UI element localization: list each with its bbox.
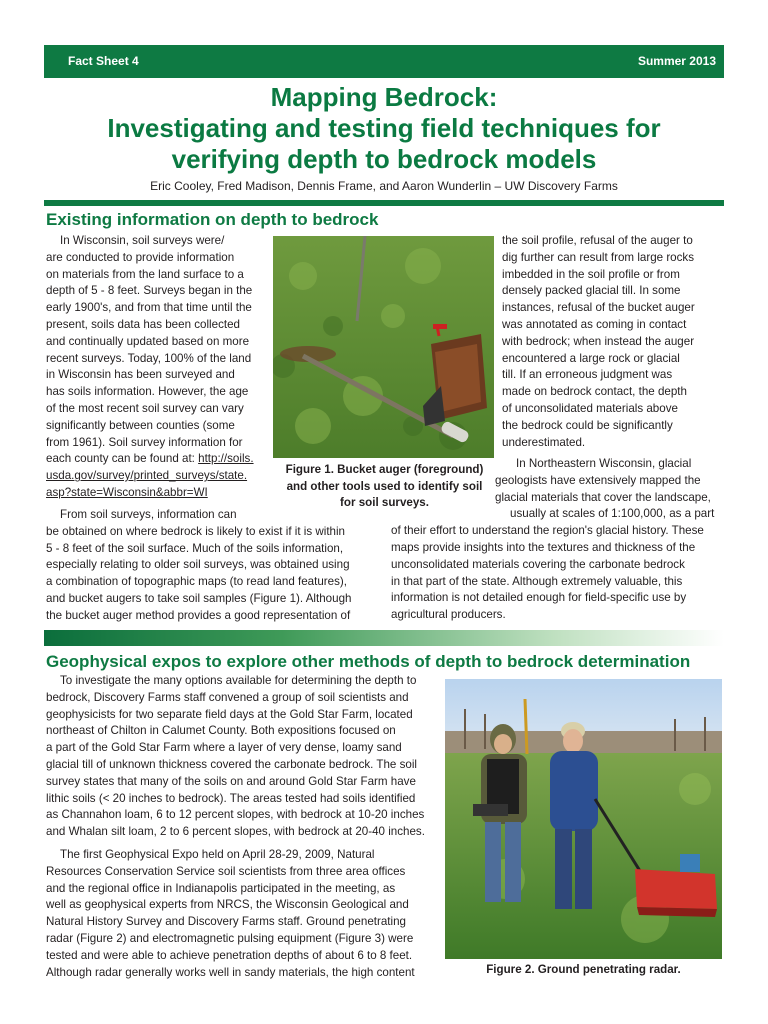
authors: Eric Cooley, Fred Madison, Dennis Frame, and Aaron Wunderlin – UW Discovery Farms: [150, 179, 618, 193]
soil-survey-link-cont-1[interactable]: usda.gov/survey/printed_surveys/state.: [46, 469, 248, 483]
section1-heading: Existing information on depth to bedrock: [46, 210, 379, 229]
title-rule: [44, 200, 724, 206]
figure2-photo: [445, 679, 722, 959]
figure1-photo: [273, 236, 494, 458]
title-line-2: Investigating and testing field techniques for: [107, 113, 661, 143]
section2-paragraph-1: To investigate the many options available for determining the depth to bedrock, Discovery Farms staff convened a group of soil scientists and geophysicists for two separate field days at the Gold Star Farm, located northeast of Chilton in Calumet County. Both expositions focused on a part of the Gold Star Farm where a layer of very dense, loamy sand glacial till of unknown thickness covered the carbonate bedrock. The soil survey states that many of the soils on and around Gold Star Farm have lithic soils (< 20 inches to bedrock). The areas tested had soils identified as Channahon loam, 6 to 12 percent slopes, with bedrock at 10-20 inches and Whalan silt loam, 2 to 6 percent slopes, with bedrock at 20-40 inches.: [46, 674, 425, 839]
ground-radar-image: [445, 679, 722, 959]
issue-date: Summer 2013: [637, 54, 716, 68]
section-divider: [44, 630, 724, 646]
bucket-auger-image: [273, 236, 494, 458]
left-paragraph: In Wisconsin, soil surveys were/ are conducted to provide information on materials from the land surface to a depth of 5 - 8 feet. Surveys began in the early 1900's, and from that time until the present, soils data has been collected and continually updated based on more recent surveys. Today, 100% of the land in Wisconsin has been surveyed and has soils information. However, the age of the most recent soil survey can vary significantly between counties (some from 1961). Soil survey information for each county can be found at: http://soils. usda.gov/survey/printed_surveys/state. asp?state=Wisconsin&abbr=WI: [46, 234, 254, 499]
section1-paragraph-2: From soil surveys, information can be obtained on where bedrock is likely to exist if it is within 5 - 8 feet of the soil surface. Much of the soils information, especially relating to older soil surveys, was obtained using a combination of topographic maps (to read land features), and bucket augers to take soil samples (Figure 1). Although the bucket auger method provides a good representation of: [46, 508, 352, 622]
figure2-caption: Figure 2. Ground penetrating radar.: [486, 963, 681, 976]
soil-survey-link[interactable]: http://soils.: [198, 452, 254, 466]
header-bar: [44, 45, 724, 78]
title-line-1: Mapping Bedrock:: [270, 82, 498, 112]
section1-right-paragraph-2: In Northeastern Wisconsin, glacial geologists have extensively mapped the glacial materials that cover the landscape, usually at scales of 1:100,000, as a part of their effort to understand the region's glacial history. These maps provide insights into the textures and thickness of the unconsolidated materials covering the carbonate bedrock in that part of the state. Although extremely valuable, this information is not detailed enough for field-specific use by agricultural producers.: [391, 457, 715, 622]
section1-right-column: the soil profile, refusal of the auger to dig further can result from large rocks imbedded in the soil profile or from densely packed glacial till. In some instances, refusal of the bucket auger was annotated as coming in contact with bedrock; when instead the auger encountered a large rock or glacial till. If an erroneous judgment was made on bedrock contact, the depth of unconsolidated materials above the bedrock could be significantly underestimated.: [502, 234, 695, 449]
page-title: [40, 82, 728, 175]
fact-sheet-label: Fact Sheet 4: [68, 54, 139, 68]
section2-paragraph-2: The first Geophysical Expo held on April 28-29, 2009, Natural Resources Conservation Service soil scientists from three area offices and the regional office in Indianapolis participated in the meeting, as well as geophysical experts from NRCS, the Wisconsin Geological and Natural History Survey and Discovery Farms staff. Ground penetrating radar (Figure 2) and electromagnetic pulsing equipment (Figure 3) were tested and were able to achieve penetration depths of about 6 to 8 feet. Although radar generally works well in sandy materials, the high content: [46, 848, 415, 979]
soil-survey-link-cont-2[interactable]: asp?state=Wisconsin&abbr=WI: [46, 485, 208, 499]
title-line-3: verifying depth to bedrock models: [171, 144, 597, 174]
figure1-caption: Figure 1. Bucket auger (foreground) and other tools used to identify soil for soil surveys.: [285, 463, 484, 509]
section2-heading: Geophysical expos to explore other methods of depth to bedrock determination: [46, 652, 691, 671]
